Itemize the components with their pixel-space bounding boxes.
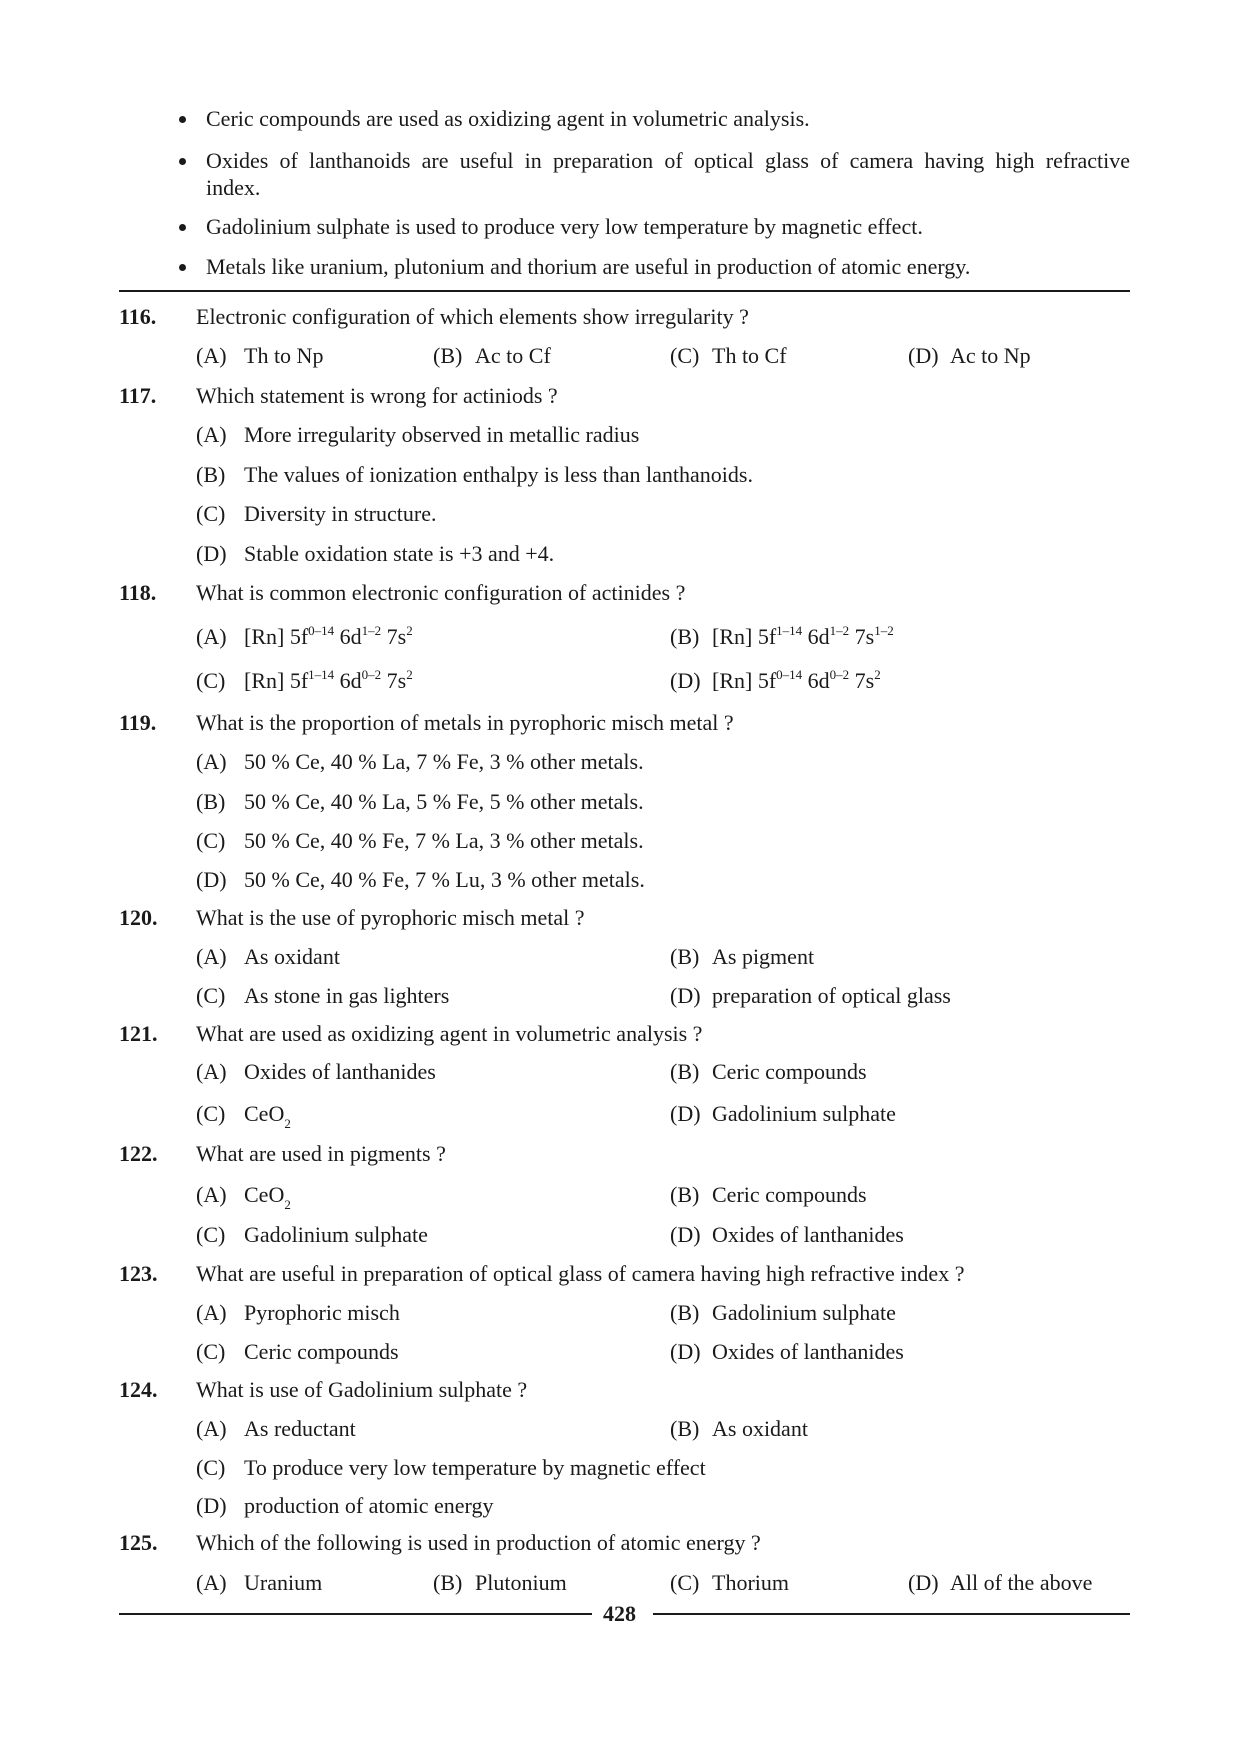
option: [196, 503, 436, 525]
option-label: (A): [196, 944, 227, 969]
option: [196, 985, 449, 1007]
option-label: (C): [670, 1570, 700, 1595]
option: [670, 1418, 808, 1440]
question-number: 121.: [119, 1021, 158, 1046]
question-text: What are used as oxidizing agent in volumetric analysis ?: [196, 1021, 703, 1046]
page-number: 428: [603, 1601, 636, 1626]
question-text: What is common electronic configuration of actinides ?: [196, 580, 686, 605]
option: [908, 1572, 1092, 1594]
question-text: What is the use of pyrophoric misch metal ?: [196, 905, 585, 930]
option-label: (A): [196, 749, 227, 774]
option: [196, 543, 554, 565]
bullet-dot: [179, 116, 186, 123]
option-text: Gadolinium sulphate: [712, 1300, 896, 1325]
option-text: 50 % Ce, 40 % La, 5 % Fe, 5 % other metals.: [244, 789, 644, 814]
option: [196, 1341, 399, 1363]
option: [670, 1103, 896, 1125]
option-text: Gadolinium sulphate: [244, 1222, 428, 1247]
option-label: (B): [196, 789, 226, 814]
option-formula: CeO$_2$: [244, 1101, 291, 1131]
option-text: Thorium: [712, 1570, 789, 1595]
option-text: To produce very low temperature by magnetic effect: [244, 1455, 706, 1480]
option-label: (D): [670, 1339, 701, 1364]
option-label: (C): [196, 983, 226, 1008]
option-label: (C): [196, 1101, 226, 1126]
option-text: Ceric compounds: [712, 1182, 867, 1207]
option: [670, 985, 951, 1007]
question-text: Which statement is wrong for actiniods ?: [196, 383, 558, 408]
option: [196, 946, 340, 968]
option-text: The values of ionization enthalpy is less than lanthanoids.: [244, 462, 753, 487]
option-label: (D): [670, 1101, 701, 1126]
option-label: (D): [670, 668, 701, 693]
option-label: (B): [670, 1416, 700, 1441]
question-number: 119.: [119, 710, 157, 735]
option-label: (D): [196, 867, 227, 892]
question-number: 117.: [119, 383, 157, 408]
bullet-text: Oxides of lanthanoids are useful in preparation of optical glass of camera having high refractive: [206, 148, 1130, 173]
bullet-dot: [179, 264, 186, 271]
option-text: 50 % Ce, 40 % Fe, 7 % Lu, 3 % other metals.: [244, 867, 645, 892]
option-text: Oxides of lanthanides: [244, 1059, 436, 1084]
option-label: (D): [196, 541, 227, 566]
option: [196, 1224, 428, 1246]
footer-rule-left: [119, 1613, 592, 1615]
option: [908, 345, 1031, 367]
option-label: (C): [196, 828, 226, 853]
option-label: (B): [670, 1182, 700, 1207]
option-label: (A): [196, 1182, 227, 1207]
option-label: (C): [196, 501, 226, 526]
option-text: Th to Cf: [712, 343, 787, 368]
option: [196, 1457, 706, 1479]
option: [196, 424, 639, 446]
bullet-text: Metals like uranium, plutonium and thorium are useful in production of atomic energy.: [206, 254, 971, 279]
option-label: (B): [670, 1300, 700, 1325]
option-text: As oxidant: [712, 1416, 808, 1441]
option-label: (B): [670, 944, 700, 969]
question-text: Electronic configuration of which elements show irregularity ?: [196, 304, 749, 329]
option-formula: [Rn] $5f^{1-14}$ $6d^{0-2}$ $7s^2$: [244, 667, 413, 693]
option-label: (B): [196, 462, 226, 487]
option: [670, 1341, 904, 1363]
option-label: (C): [196, 668, 226, 693]
option-text: Ceric compounds: [712, 1059, 867, 1084]
option-text: As oxidant: [244, 944, 340, 969]
option-text: Oxides of lanthanides: [712, 1339, 904, 1364]
option-label: (A): [196, 343, 227, 368]
option-text: As stone in gas lighters: [244, 983, 450, 1008]
option: [196, 751, 644, 773]
option: [196, 464, 753, 486]
option-label: (A): [196, 1059, 227, 1084]
option-label: (C): [196, 1455, 226, 1480]
question-text: What are used in pigments ?: [196, 1141, 446, 1166]
question-number: 123.: [119, 1261, 158, 1286]
option-text: Th to Np: [244, 343, 324, 368]
option-text: Plutonium: [475, 1570, 567, 1595]
option-label: (B): [670, 1059, 700, 1084]
option-label: (D): [670, 983, 701, 1008]
question-text: What is use of Gadolinium sulphate ?: [196, 1377, 528, 1402]
option-label: (A): [196, 1570, 227, 1595]
question-number: 120.: [119, 905, 158, 930]
option-text: As pigment: [712, 944, 815, 969]
option-label: (B): [433, 1570, 463, 1595]
bullet-text: index.: [206, 175, 261, 200]
option-text: Ceric compounds: [244, 1339, 399, 1364]
option-text: Gadolinium sulphate: [712, 1101, 896, 1126]
question-number: 116.: [119, 304, 157, 329]
option: [433, 1572, 567, 1594]
bullet-text: Ceric compounds are used as oxidizing agent in volumetric analysis.: [206, 106, 810, 131]
option-formula: [Rn] $5f^{1-14}$ $6d^{1-2}$ $7s^{1-2}$: [712, 623, 894, 649]
option: [196, 1101, 291, 1131]
option-text: production of atomic energy: [244, 1493, 494, 1518]
option-label: (C): [196, 1339, 226, 1364]
option: [670, 667, 881, 693]
option-text: Ac to Np: [950, 343, 1031, 368]
option-formula: [Rn] $5f^{0-14}$ $6d^{1-2}$ $7s^2$: [244, 623, 413, 649]
option-text: Uranium: [244, 1570, 323, 1595]
question-text: What are useful in preparation of optical glass of camera having high refractive index ?: [196, 1261, 965, 1286]
question-number: 118.: [119, 580, 157, 605]
option-label: (D): [908, 343, 939, 368]
option-label: (A): [196, 1416, 227, 1441]
option-text: Ac to Cf: [475, 343, 551, 368]
option: [196, 1182, 291, 1212]
section-divider: [119, 290, 1130, 292]
option: [196, 1061, 436, 1083]
option: [670, 623, 894, 649]
option: [670, 1061, 867, 1083]
option: [196, 1418, 356, 1440]
option-text: preparation of optical glass: [712, 983, 951, 1008]
option-text: Oxides of lanthanides: [712, 1222, 904, 1247]
option-label: (C): [196, 1222, 226, 1247]
option-label: (C): [670, 343, 700, 368]
option-text: Pyrophoric misch: [244, 1300, 400, 1325]
option-label: (A): [196, 624, 227, 649]
option: [670, 1572, 789, 1594]
option-text: As reductant: [244, 1416, 356, 1441]
option: [196, 667, 413, 693]
option-text: Diversity in structure.: [244, 501, 437, 526]
option: [670, 345, 787, 367]
option: [196, 869, 645, 891]
option: [670, 946, 814, 968]
option-label: (D): [670, 1222, 701, 1247]
option-label: (B): [433, 343, 463, 368]
option-label: (D): [908, 1570, 939, 1595]
option: [196, 345, 323, 367]
bullet-text: Gadolinium sulphate is used to produce very low temperature by magnetic effect.: [206, 214, 923, 239]
option: [196, 791, 644, 813]
question-text: What is the proportion of metals in pyrophoric misch metal ?: [196, 710, 734, 735]
question-number: 125.: [119, 1530, 158, 1555]
option: [196, 623, 413, 649]
option-label: (A): [196, 1300, 227, 1325]
option: [670, 1184, 867, 1206]
option-formula: [Rn] $5f^{0-14}$ $6d^{0-2}$ $7s^2$: [712, 667, 881, 693]
bullet-dot: [179, 158, 186, 165]
option-label: (B): [670, 624, 700, 649]
option: [670, 1302, 896, 1324]
option: [196, 1495, 493, 1517]
bullet-dot: [179, 224, 186, 231]
question-text: Which of the following is used in production of atomic energy ?: [196, 1530, 761, 1555]
option-text: 50 % Ce, 40 % La, 7 % Fe, 3 % other metals.: [244, 749, 644, 774]
option-text: More irregularity observed in metallic radius: [244, 422, 640, 447]
option: [196, 1572, 322, 1594]
footer-rule-right: [653, 1613, 1130, 1615]
option-text: All of the above: [950, 1570, 1093, 1595]
option: [433, 345, 551, 367]
option-text: Stable oxidation state is +3 and +4.: [244, 541, 555, 566]
option: [196, 830, 644, 852]
question-number: 122.: [119, 1141, 158, 1166]
option: [196, 1302, 400, 1324]
option-label: (A): [196, 422, 227, 447]
option-label: (D): [196, 1493, 227, 1518]
question-number: 124.: [119, 1377, 158, 1402]
option-text: 50 % Ce, 40 % Fe, 7 % La, 3 % other metals.: [244, 828, 644, 853]
option-formula: CeO$_2$: [244, 1182, 291, 1212]
option: [670, 1224, 904, 1246]
